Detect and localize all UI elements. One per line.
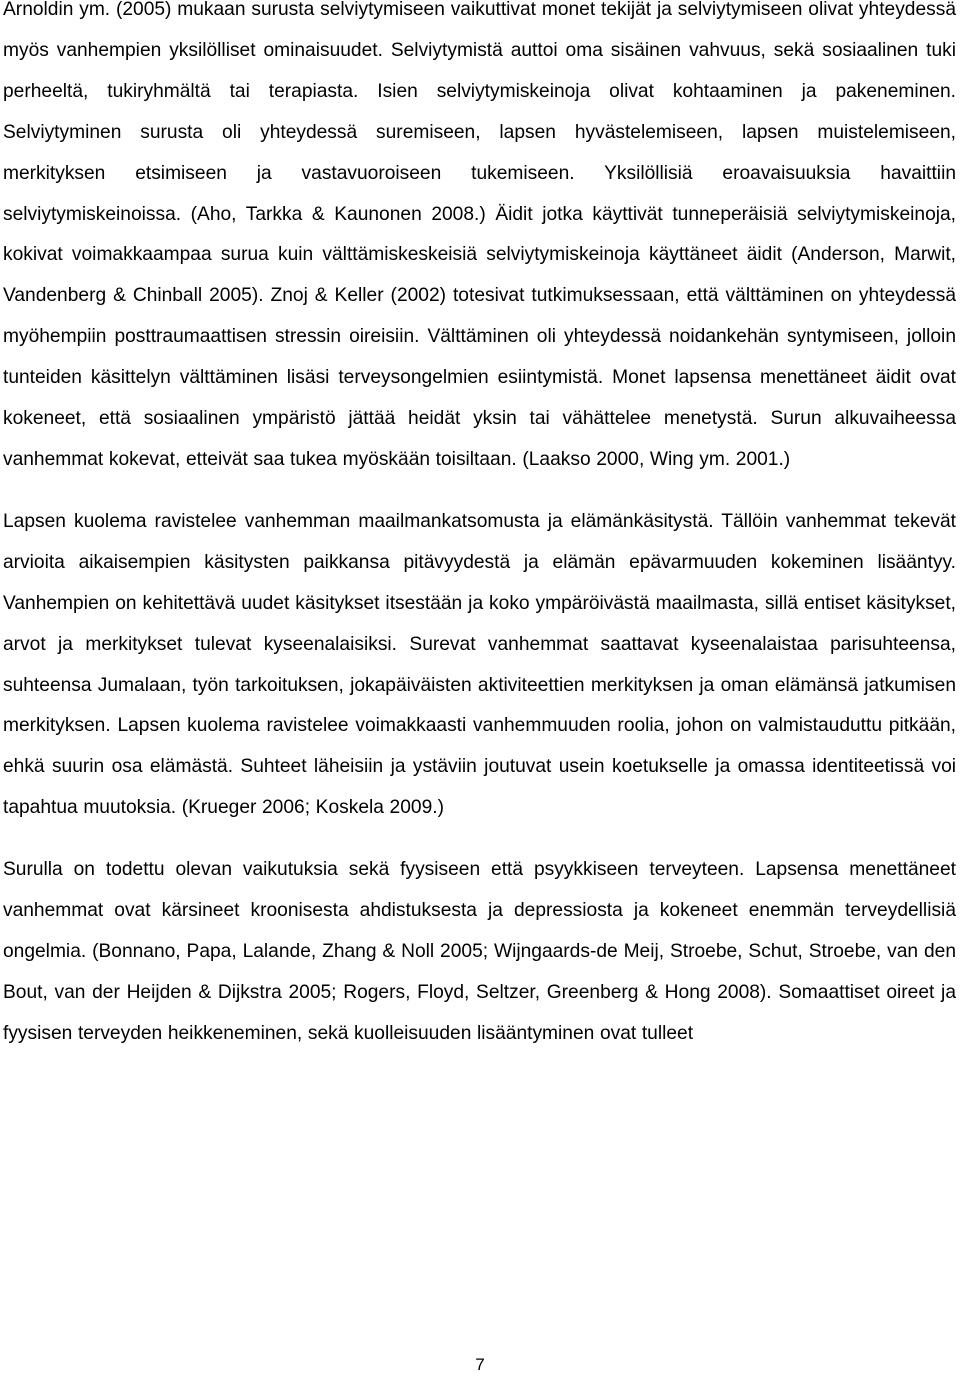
paragraph-worldview: Lapsen kuolema ravistelee vanhemman maailmankatsomusta ja elämänkäsitystä. Tällöin vanhemmat tekevät arvioita aikaisempien käsitysten paikkansa pitävyydestä ja elämän epävarmuuden kokeminen lisääntyy. Vanhempien on kehitettävä uudet käsitykset itsestään ja koko ympäröivästä maailmasta, sillä entiset käsitykset, arvot ja merkitykset tulevat kyseenalaisiksi. Surevat vanhemmat saattavat kyseenalaistaa parisuhteensa, suhteensa Jumalaan, työn tarkoituksen, jokapäiväisten aktiviteettien merkityksen ja oman elämänsä jatkumisen merkityksen. Lapsen kuolema ravistelee voimakkaasti vanhemmuuden roolia, johon on valmistauduttu pitkään, ehkä suurin osa elämästä. Suhteet läheisiin ja ystäviin joutuvat usein koetukselle ja omassa identiteetissä voi tapahtua muutoksia. (Krueger 2006; Koskela 2009.)	[3, 510, 956, 819]
paragraph-health: Surulla on todettu olevan vaikutuksia sekä fyysiseen että psyykkiseen terveyteen. Lapsensa menettäneet vanhemmat ovat kärsineet kroonisesta ahdistuksesta ja depressiosta ja kokeneet enemmän terveydellisiä ongelmia. (Bonnano, Papa, Lalande, Zhang & Noll 2005; Wijngaards-de Meij, Stroebe, Schut, Stroebe, van den Bout, van der Heijden & Dijkstra 2005; Rogers, Floyd, Seltzer, Greenberg & Hong 2008). Somaattiset oireet ja fyysisen terveyden heikkeneminen, sekä kuolleisuuden lisääntyminen ovat tulleet	[3, 859, 956, 1044]
paragraph-coping: Arnoldin ym. (2005) mukaan surusta selviytymiseen vaikuttivat monet tekijät ja selviytymiseen olivat yhteydessä myös vanhempien yksilölliset ominaisuudet. Selviytymistä auttoi oma sisäinen vahvuus, sekä sosiaalinen tuki perheeltä, tukiryhmältä tai terapiasta. Isien selviytymiskeinoja olivat kohtaaminen ja pakeneminen. Selviytyminen surusta oli yhteydessä suremiseen, lapsen hyvästelemiseen, lapsen muistelemiseen, merkityksen etsimiseen ja vastavuoroiseen tukemiseen. Yksilöllisiä eroavaisuuksia havaittiin selviytymiskeinoissa. (Aho, Tarkka & Kaunonen 2008.) Äidit jotka käyttivät tunneperäisiä selviytymiskeinoja, kokivat voimakkaampaa surua kuin välttämiskeskeisiä selviytymiskeinoja käyttäneet äidit (Anderson, Marwit, Vandenberg & Chinball 2005). Znoj & Keller (2002) totesivat tutkimuksessaan, että välttäminen on yhteydessä myöhempiin posttraumaattisen stressin oireisiin. Välttäminen oli yhteydessä noidankehän syntymiseen, jolloin tunteiden käsittelyn välttäminen lisäsi terveysongelmien esiintymistä. Monet lapsensa menettäneet äidit ovat kokeneet, että sosiaalinen ympäristö jättää heidät yksin tai vähättelee menetystä. Surun alkuvaiheessa vanhemmat kokevat, etteivät saa tukea myöskään toisiltaan. (Laakso 2000, Wing ym. 2001.)	[3, 0, 956, 470]
page-number: 7	[475, 1355, 485, 1374]
document-page	[3, 0, 956, 1055]
